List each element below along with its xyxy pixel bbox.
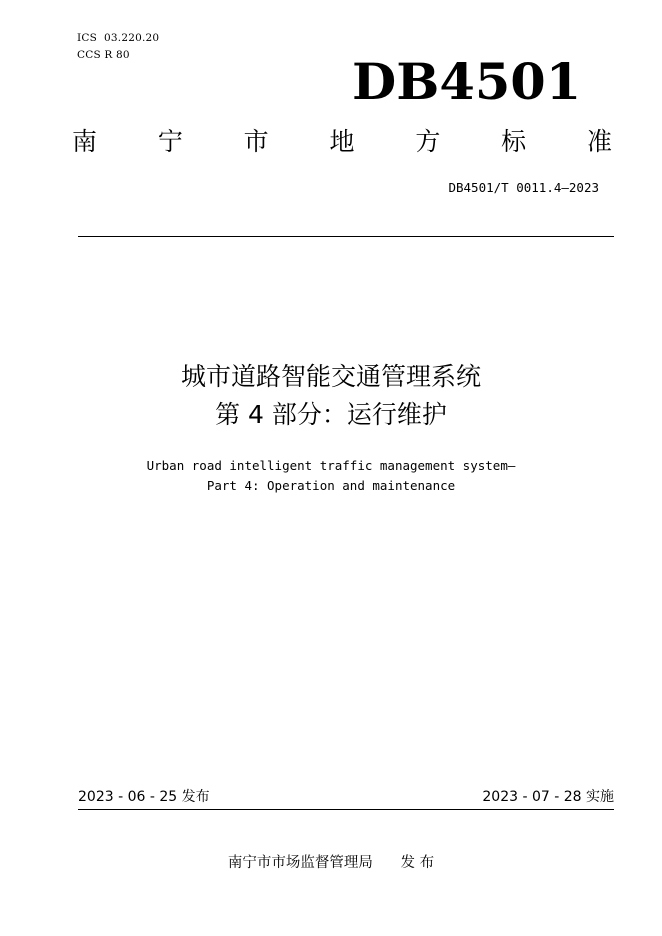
header-divider (78, 236, 614, 237)
title-chinese (0, 358, 662, 434)
document-number: DB4501/T 0011.4—2023 (448, 180, 599, 195)
ics-code: ICS 03.220.20 (77, 32, 160, 44)
issuer-title-char: 标 (501, 127, 527, 156)
implementation-date: 2023 - 07 - 28 实施 (482, 789, 614, 805)
title-chinese-line1: 城市道路智能交通管理系统 (180, 362, 481, 391)
footer-divider (78, 809, 614, 810)
issue-date: 2023 - 06 - 25 发布 (78, 789, 210, 805)
issuer-title-char: 地 (329, 127, 355, 156)
title-english (0, 456, 662, 496)
title-english-line1: Urban road intelligent traffic management system— (146, 458, 516, 473)
issuer-title-char: 市 (243, 127, 269, 156)
standard-code: DB4501 (352, 52, 582, 111)
title-english-line2: Part 4: Operation and maintenance (206, 478, 456, 493)
issuer-title (72, 122, 612, 162)
issuer-title-char: 宁 (157, 127, 183, 156)
issuer-title-char: 准 (586, 127, 612, 156)
issuer-title-char: 方 (415, 127, 441, 156)
title-chinese-line2: 第 4 部分：运行维护 (215, 400, 447, 429)
ccs-code: CCS R 80 (77, 49, 130, 61)
issuer-title-char: 南 (72, 127, 98, 156)
publisher: 南宁市市场监督管理局 发 布 (227, 855, 435, 871)
